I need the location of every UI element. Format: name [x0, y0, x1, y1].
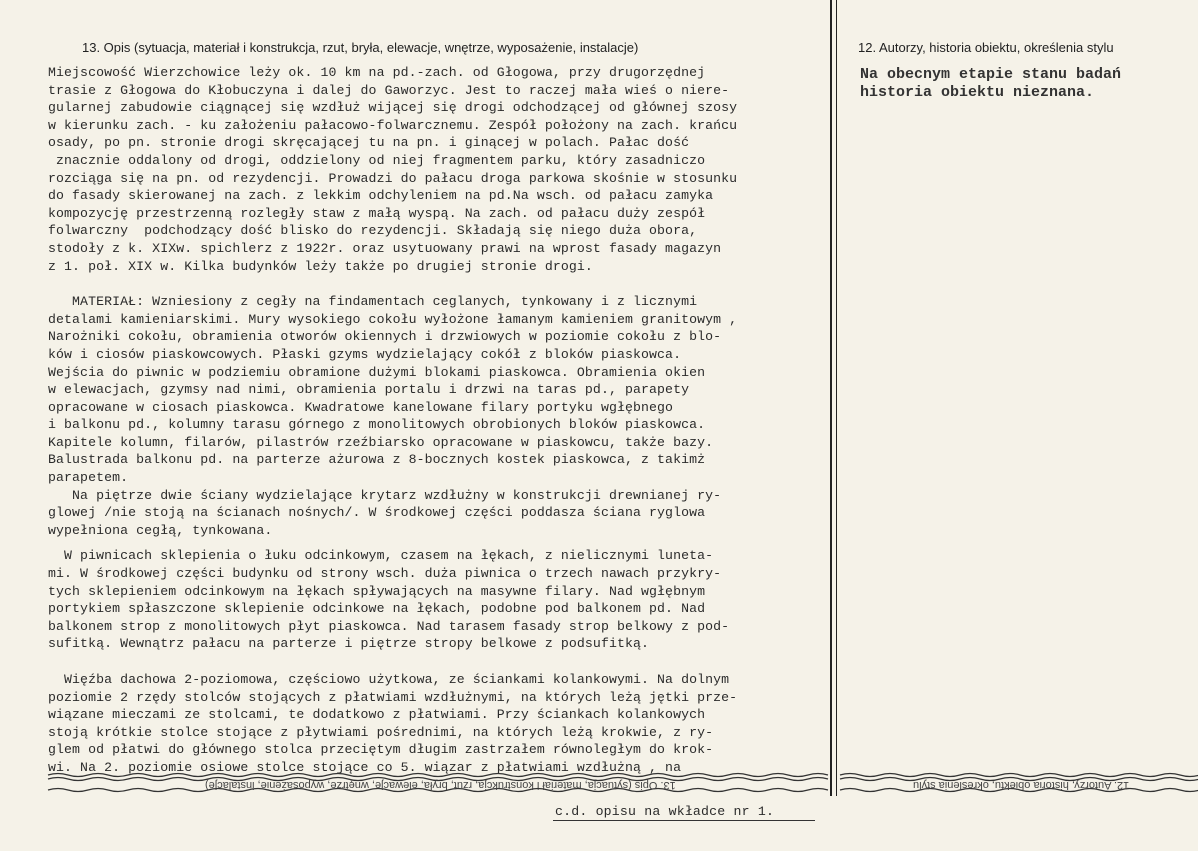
section-12-header: 12. Autorzy, historia obiektu, określenia stylu — [858, 40, 1114, 55]
paragraph-material: MATERIAŁ: Wzniesiony z cegły na findamentach ceglanych, tynkowany i z licznymi detalami kamieniarskimi. Mury wysokiego cokołu wyłożone łamanym kamieniem granitowym , Narożniki cokołu, obramienia otworów okiennych i drzwiowych w poziomie cokołu z blo- ków i ciosów piaskowcowych. Płaski gzyms wydzielający cokół z bloków piaskowca. Wejścia do piwnic w podziemiu obramione dużymi blokami piaskowca. Obramienia okien w elewacjach, gzymsy nad nimi, obramienia portalu i drzwi na taras pd., parapety opracowane w ciosach piaskowca. Kwadratowe kanelowane filary portyku wgłębnego i balkonu pd., kolumny tarasu górnego z monolitowych obrobionych bloków piaskowca. Kapitele kolumn, filarów, pilastrów rzeźbiarsko opracowane w piaskowcu, także bazy. Balustrada balkonu pd. na parterze ażurowa z 8-bocznych kostek piaskowca, z takimż parapetem. Na piętrze dwie ściany wydzielające krytarz wzdłużny w konstrukcji drewnianej ry- glowej /nie stoją na ścianach nośnych/. W środkowej części poddasza ściana ryglowa wypełniona cegłą, tynkowana. — [48, 294, 738, 538]
paragraph-location: Miejscowość Wierzchowice leży ok. 10 km na pd.-zach. od Głogowa, przy drugorzędnej trasie z Głogowa do Kłobuczyna i dalej do Gaworzyc. Jest to raczej mała wieś o niere- gularnej zabudowie ciągnącej się wzdłuż wijącej się drogi odchodzącej od głównej szosy w kierunku zach. - ku założeniu pałacowo-folwarcznemu. Zespół położony na zach. krańcu osady, po pn. stronie drogi skręcającej tu na pn. i ginącej w polach. Pałac dość znacznie oddalony od drogi, oddzielony od niej fragmentem parku, który zasadniczo rozciąga się na pn. od rezydencji. Prowadzi do pałacu droga parkowa skośnie w stosunku do fasady skierowanej na zach. z lekkim odchyleniem na pd.Na wsch. od pałacu zamyka kompozycję przestrzenną rozległy staw z małą wyspą. Na zach. od pałacu duży zespół folwarczny podchodzący dość blisko do rezydencji. Składają się niego duża obora, stodoły z k. XIXw. spichlerz z 1922r. oraz usytuowany prawi na wprost fasady magazyn z 1. poł. XIX w. Kilka budynków leży także po drugiej stronie drogi. — [48, 65, 738, 274]
continuation-note: c.d. opisu na wkładce nr 1. — [555, 804, 775, 819]
section-13-header: 13. Opis (sytuacja, materiał i konstrukcja, rzut, bryła, elewacje, wnętrze, wyposażenie, instalacje) — [82, 40, 639, 55]
paragraph-vaults: W piwnicach sklepienia o łuku odcinkowym, czasem na łękach, z nielicznymi luneta- mi. W środkowej części budynku od strony wsch. duża piwnica o trzech nawach przykry- tych sklepieniem odcinkowym na łękach spływających na masywne filary. Nad wgłębnym portykiem spłaszczone sklepienie odcinkowe na łękach, podobne pod balkonem pd. Nad balkonem strop z monolitowych płyt piaskowca. Nad tarasem fasady strop belkowy z pod- sufitką. Wewnątrz pałacu na parterze i piętrze stropy belkowe z podsufitką. — [48, 548, 730, 652]
description-text — [48, 64, 830, 777]
paragraph-roof: Więźba dachowa 2-poziomowa, częściowo użytkowa, ze ściankami kolankowymi. Na dolnym poziomie 2 rzędy stolców stojących z płatwiami wzdłużnymi, na których leżą jętki prze- wiązane mieczami ze stolcami, te dodatkowo z płatwiami. Przy ściankach kolankowych stoją krótkie stolce stojące z płytwiami pośrednimi, na których leżą krokwie, z ry- glem od płatwi do głównego stolca przeciętym długim zastrzałem równoległym do krok- wi. Na 2. poziomie osiowe stolce stojące co 5. wiązar z płatwiami wzdłużną , na — [48, 672, 738, 775]
mirrored-section-13-header: 13. Opis (sytuacja, materiał i konstrukcja, rzut, bryła, elewacje, wnętrze, wyposażenie, instalacje) — [205, 779, 676, 791]
continuation-underline — [553, 820, 815, 821]
column-divider — [830, 0, 832, 790]
mirrored-section-12-header: 12. Autorzy, historia obiektu, określenia stylu — [913, 779, 1130, 791]
history-text: Na obecnym etapie stanu badań historia obiektu nieznana. — [860, 66, 1122, 101]
column-divider-thin — [836, 0, 837, 790]
